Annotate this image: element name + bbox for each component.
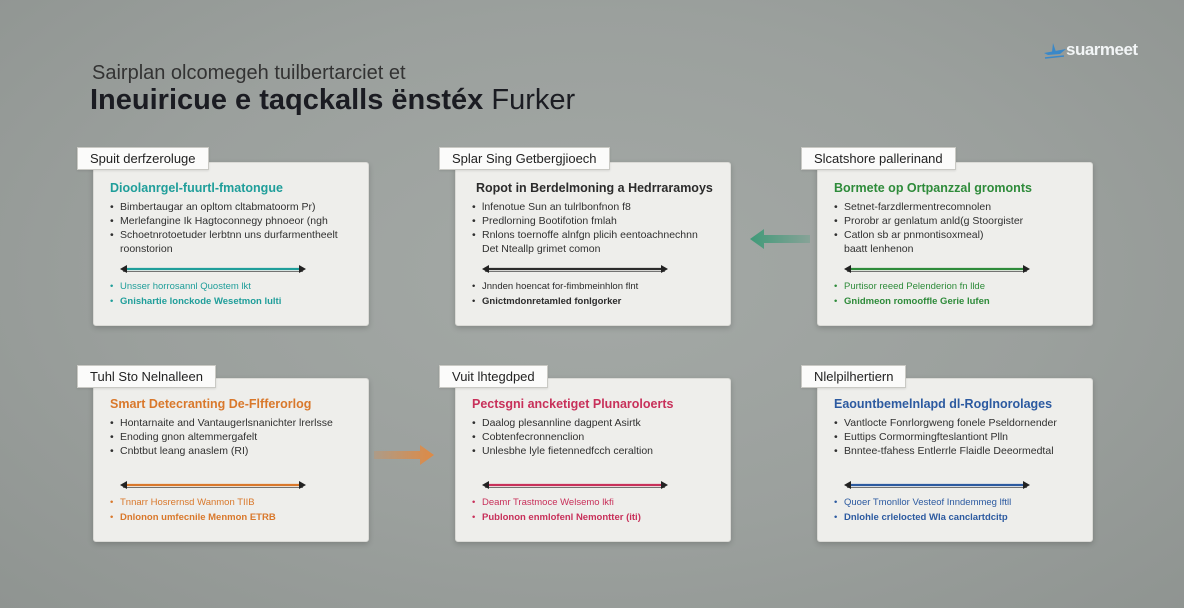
bullet-text: Daalog plesannline dagpent Asirtk — [482, 417, 641, 429]
card-bullets — [834, 416, 1084, 458]
timeline-arrow-icon — [844, 263, 1030, 275]
bullet-item: baatt lenhenon — [844, 243, 914, 255]
note-dot-icon: • — [110, 512, 114, 523]
bullet-item — [472, 430, 722, 444]
bullet-item — [834, 444, 1084, 458]
card-label: Spuit derfzeroluge — [77, 147, 209, 170]
process-card — [452, 151, 731, 326]
note-item — [110, 294, 281, 309]
bullet-item — [110, 416, 360, 430]
note-dot-icon: • — [834, 512, 838, 523]
plane-logo-icon — [1042, 40, 1068, 62]
card-label: Tuhl Sto Nelnalleen — [77, 365, 216, 388]
note-dot-icon: • — [472, 497, 476, 508]
bullet-item: roonstorion — [120, 243, 173, 255]
bullet-text: Predlorning Bootifotion fmlah — [482, 215, 617, 227]
bullet-item — [110, 430, 360, 444]
card-heading: Smart Detecranting De-Flfferorlog — [110, 397, 312, 411]
note-dot-icon: • — [472, 296, 476, 307]
bullet-item — [472, 214, 722, 228]
note-item — [110, 279, 281, 294]
note-item — [110, 510, 276, 525]
card-notes — [834, 495, 1011, 525]
bullet-dot-icon: • — [110, 445, 114, 457]
note-dot-icon: • — [110, 296, 114, 307]
note-text: Gnictmdonretamled fonlgorker — [482, 296, 622, 307]
bullet-item — [110, 200, 360, 214]
card-bullets — [834, 200, 1084, 256]
card-bullets — [472, 416, 722, 458]
note-text: Gnishartie lonckode Wesetmon lulti — [120, 296, 282, 307]
note-text: Unsser horrosannl Quostem lkt — [120, 281, 251, 292]
card-label: Slcatshore pallerinand — [801, 147, 956, 170]
arrow-right-orange-icon — [372, 442, 436, 468]
process-card — [452, 369, 731, 542]
page-title-bold: Ineuiricue e taqckalls ënstéx — [90, 84, 484, 116]
note-text: Tnnarr Hosrernsd Wanmon TIIB — [120, 497, 255, 508]
timeline-arrow-icon — [120, 479, 306, 491]
bullet-dot-icon: • — [110, 201, 114, 213]
note-text: Purtisor reeed Pelenderion fn llde — [844, 281, 986, 292]
card-label: Splar Sing Getbergjioech — [439, 147, 610, 170]
bullet-item — [472, 416, 722, 430]
note-dot-icon: • — [110, 281, 114, 292]
bullet-text: Bimbertaugar an opltom cltabmatoorm Pr) — [120, 201, 316, 213]
timeline-arrow-icon — [482, 263, 668, 275]
card-notes — [834, 279, 990, 309]
bullet-text: Enoding gnon altemmergafelt — [120, 431, 258, 443]
card-bullets — [472, 200, 722, 256]
note-item — [472, 510, 641, 525]
bullet-text: Cnbtbut leang anaslem (RI) — [120, 445, 249, 457]
bullet-dot-icon: • — [834, 201, 838, 213]
bullet-item — [472, 228, 722, 242]
card-heading: Eaountbemelnlapd dl-Roglnorolages — [834, 397, 1053, 411]
bullet-dot-icon: • — [110, 417, 114, 429]
bullet-text: Hontarnaite and Vantaugerlsnanichter lrerlsse — [120, 417, 333, 429]
bullet-item — [472, 200, 722, 214]
note-dot-icon: • — [834, 281, 838, 292]
note-text: Deamr Trastmoce Welsemo lkfi — [482, 497, 614, 508]
bullet-item — [110, 444, 360, 458]
note-item — [834, 510, 1011, 525]
bullet-item: Det Nteallp grimet comon — [482, 243, 601, 255]
note-text: Dnlonon umfecnile Menmon ETRB — [120, 512, 276, 523]
bullet-dot-icon: • — [472, 445, 476, 457]
bullet-text: Setnet-farzdlermentrecomnolen — [844, 201, 992, 213]
bullet-dot-icon: • — [834, 417, 838, 429]
bullet-text: Catlon sb ar pnmontisoxmeal) — [844, 229, 984, 241]
page-title-light: Furker — [491, 84, 576, 116]
page-subtitle: Sairplan olcomegeh tuilbertarciet et — [92, 62, 406, 84]
bullet-text: Unlesbhe lyle fietennedfcch ceraltion — [482, 445, 654, 457]
card-heading: Dioolanrgel-fuurtl-fmatongue — [110, 181, 283, 195]
bullet-item — [834, 430, 1084, 444]
note-item — [834, 279, 990, 294]
bullet-text: Prorobr ar genlatum anld(g Stoorgister — [844, 215, 1024, 227]
bullet-item — [834, 416, 1084, 430]
process-card — [90, 369, 369, 542]
bullet-text: Euttips Cormormingfteslantiont Plln — [844, 431, 1008, 443]
card-heading: Pectsgni ancketiget Plunaroloerts — [472, 397, 674, 411]
bullet-dot-icon: • — [472, 431, 476, 443]
note-text: Gnidmeon romooffle Gerie lufen — [844, 296, 990, 307]
note-text: Publonon enmlofenl Nemontter (iti) — [482, 512, 641, 523]
card-label: Nlelpilhertiern — [801, 365, 906, 388]
note-dot-icon: • — [834, 296, 838, 307]
bullet-text: Merlefangine Ik Hagtoconnegy phnoeor (ngh — [120, 215, 328, 227]
bullet-dot-icon: • — [110, 215, 114, 227]
bullet-dot-icon: • — [472, 229, 476, 241]
bullet-item — [834, 200, 1084, 214]
note-text: Jnnden hoencat for-fimbmeinhlon flnt — [482, 281, 639, 292]
bullet-dot-icon: • — [110, 431, 114, 443]
card-notes — [110, 495, 276, 525]
bullet-dot-icon: • — [472, 417, 476, 429]
bullet-item — [834, 228, 1084, 242]
page-title — [90, 84, 575, 117]
card-bullets — [110, 416, 360, 458]
note-item — [110, 495, 276, 510]
note-item — [472, 294, 638, 309]
bullet-dot-icon: • — [472, 201, 476, 213]
card-bullets — [110, 200, 360, 256]
note-dot-icon: • — [110, 497, 114, 508]
bullet-dot-icon: • — [472, 215, 476, 227]
timeline-arrow-icon — [844, 479, 1030, 491]
brand-logo — [1040, 36, 1170, 70]
timeline-arrow-icon — [482, 479, 668, 491]
bullet-text: Bnntee-tfahess Entlerrle Flaidle Deeormedtal — [844, 445, 1054, 457]
bullet-item — [110, 214, 360, 228]
note-dot-icon: • — [472, 281, 476, 292]
bullet-text: Vantlocte Fonrlorgweng fonele Pseldornender — [844, 417, 1057, 429]
note-text: Dnlohle crlelocted Wla canclartdcitp — [844, 512, 1008, 523]
card-heading: Ropot in Berdelmoning a Hedrraramoys — [476, 181, 713, 195]
bullet-text: Cobtenfecronnenclion — [482, 431, 585, 443]
note-dot-icon: • — [834, 497, 838, 508]
process-card — [814, 369, 1093, 542]
bullet-item — [472, 444, 722, 458]
bullet-text: lnfenotue Sun an tulrlbonfnon f8 — [482, 201, 631, 213]
bullet-text: Schoetnrotoetuder lerbtnn uns durfarmentheelt — [120, 229, 338, 241]
process-card — [814, 151, 1093, 326]
bullet-dot-icon: • — [834, 215, 838, 227]
note-dot-icon: • — [472, 512, 476, 523]
bullet-dot-icon: • — [834, 431, 838, 443]
logo-name: suarmeet — [1066, 40, 1138, 59]
bullet-item — [110, 228, 360, 242]
note-item — [834, 294, 990, 309]
card-notes — [472, 495, 641, 525]
card-notes — [110, 279, 281, 309]
card-heading: Bormete op Ortpanzzal gromonts — [834, 181, 1032, 195]
note-item — [472, 279, 638, 294]
note-text: Quoer Tmonllor Vesteof Inndemmeg lftll — [844, 497, 1012, 508]
note-item — [834, 495, 1011, 510]
bullet-item — [834, 214, 1084, 228]
bullet-text: Rnlons toernoffe alnfgn plicih eentoachnechnn — [482, 229, 698, 241]
bullet-dot-icon: • — [834, 445, 838, 457]
bullet-dot-icon: • — [110, 229, 114, 241]
card-notes — [472, 279, 638, 309]
timeline-arrow-icon — [120, 263, 306, 275]
process-card — [90, 151, 369, 326]
bullet-dot-icon: • — [834, 229, 838, 241]
note-item — [472, 495, 641, 510]
arrow-left-green-icon — [748, 226, 812, 252]
card-label: Vuit lhtegdped — [439, 365, 548, 388]
